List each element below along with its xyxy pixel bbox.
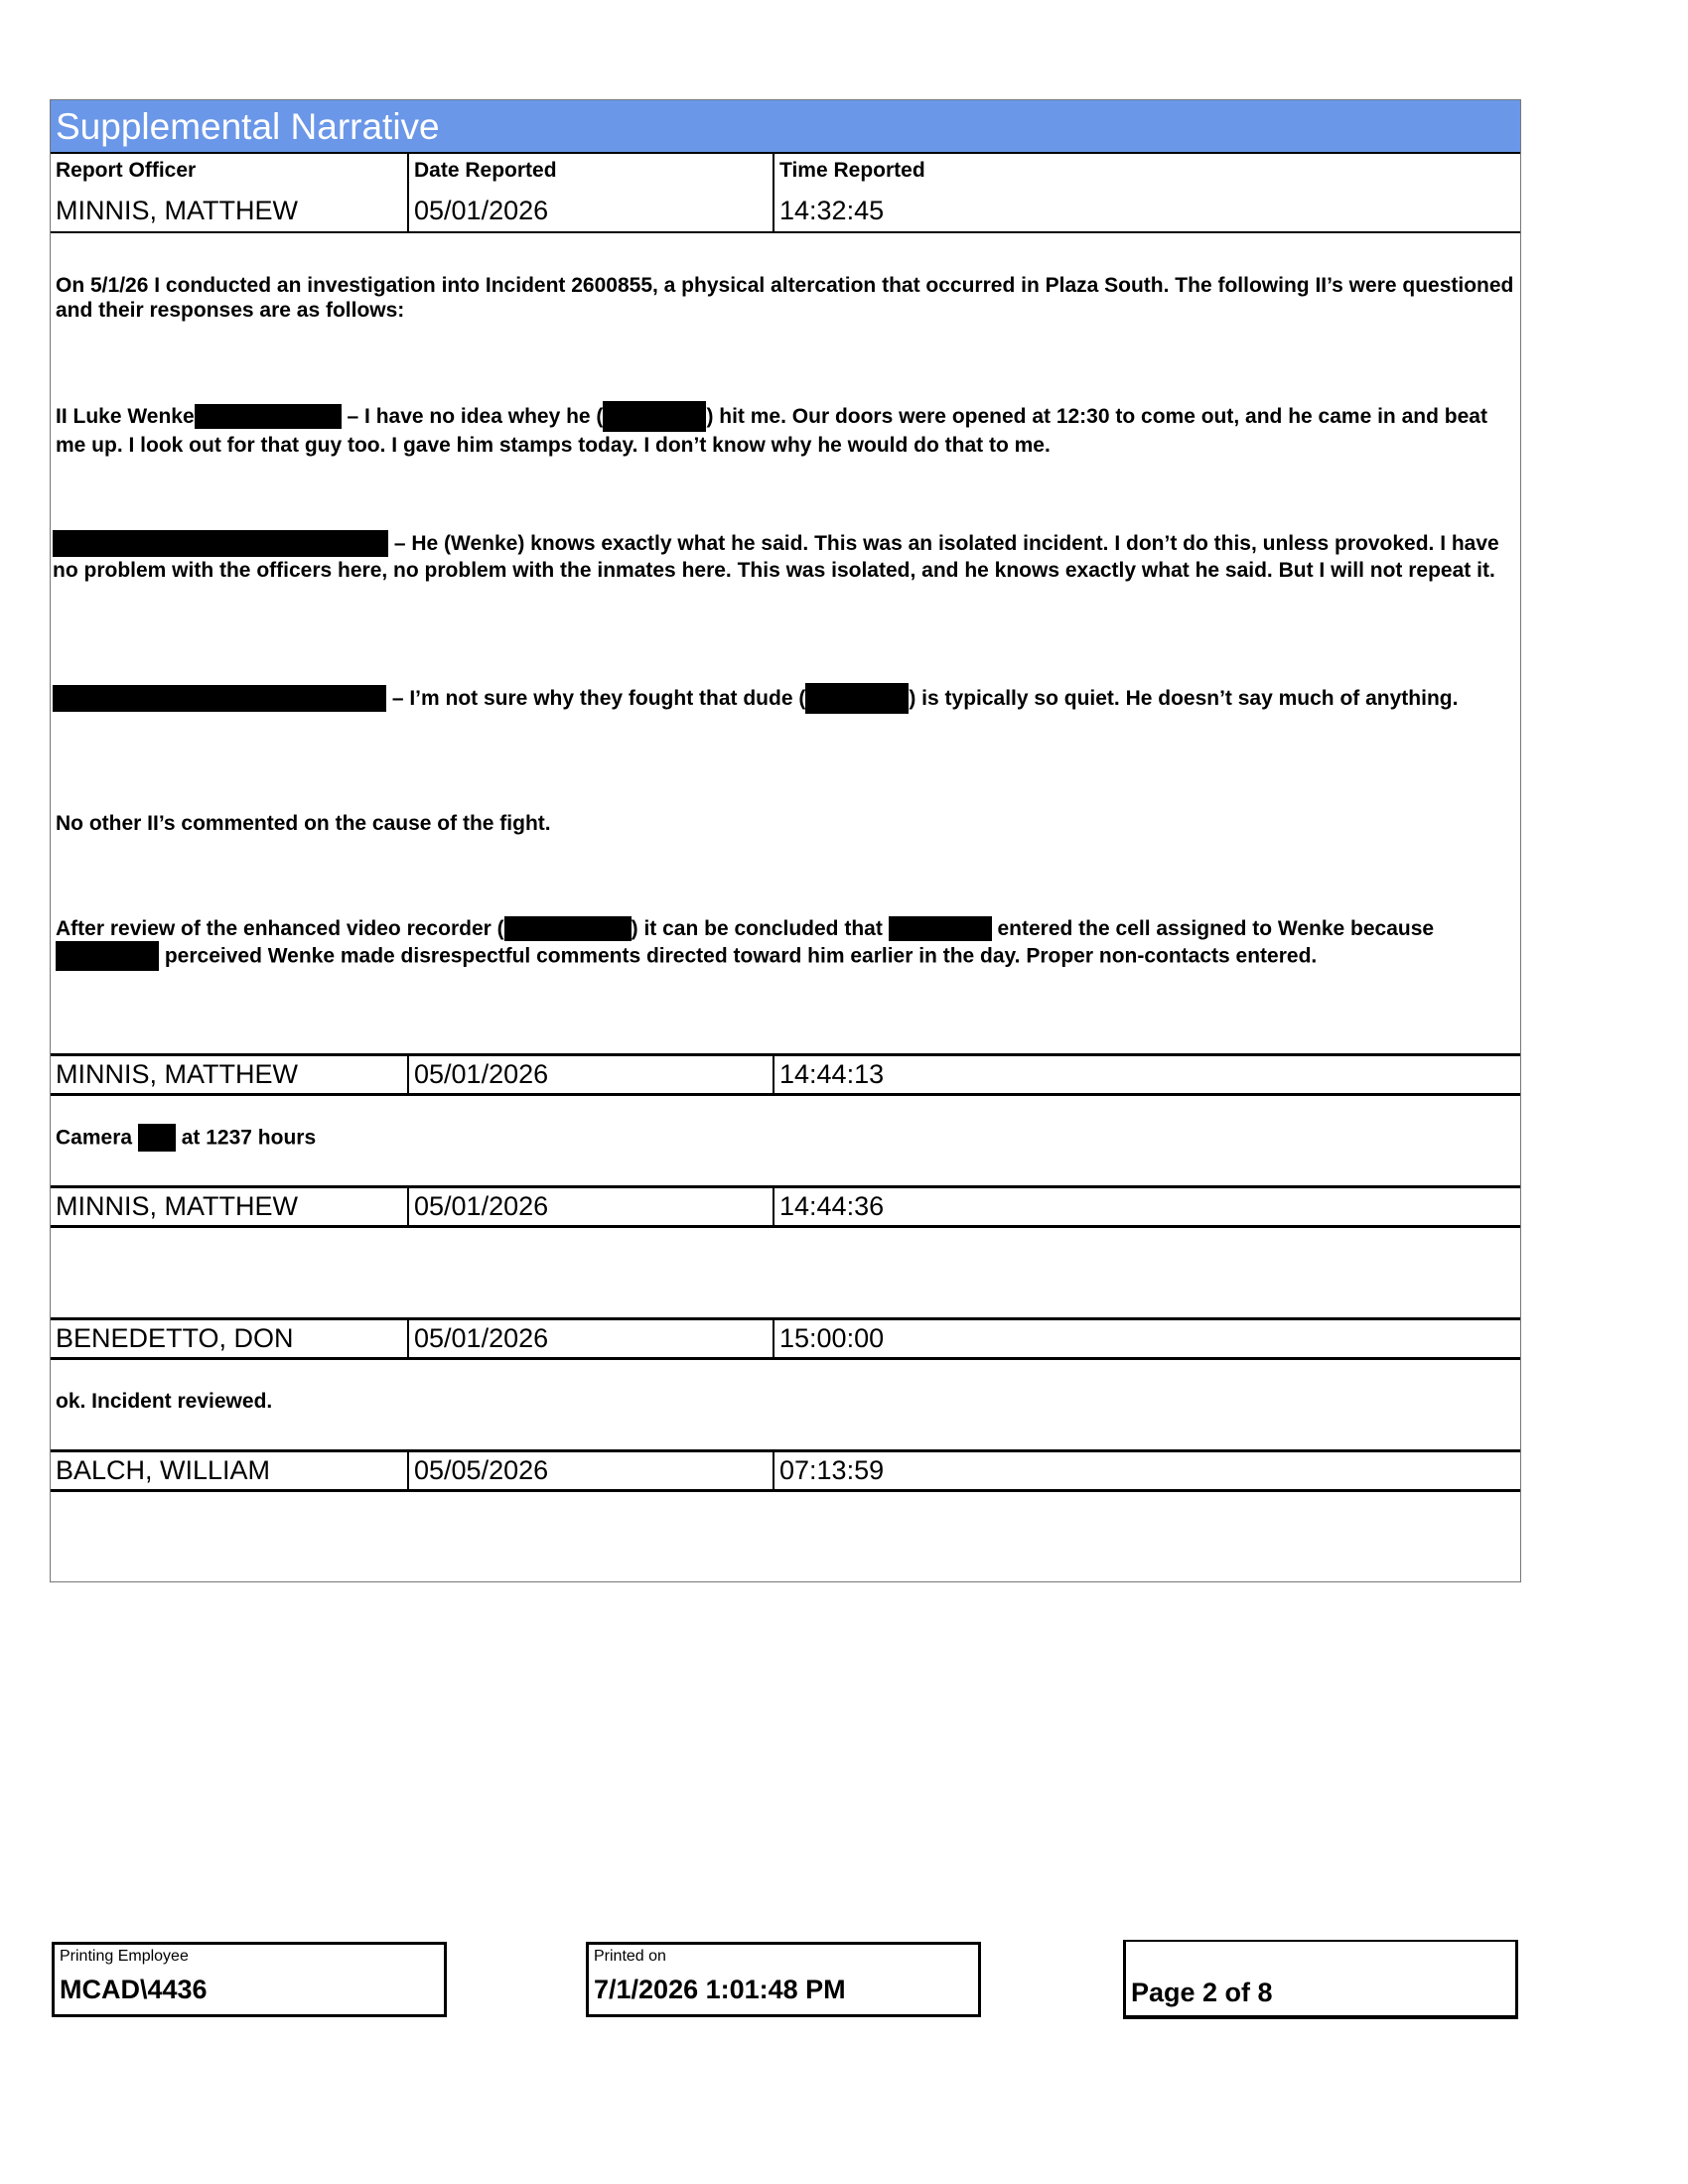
conclusion-text-a: After review of the enhanced video recorder ( bbox=[56, 917, 504, 940]
header-row bbox=[51, 154, 1520, 233]
printing-employee-value: MCAD\4436 bbox=[60, 1975, 208, 2004]
conclusion-text-b: ) it can be concluded that bbox=[631, 917, 889, 940]
time-reported-label: Time Reported bbox=[779, 159, 925, 182]
statement-1-text-b: ) hit me. Our doors were opened at 12:30 to come out, and he came in and beat me up. I look out for that guy too. I gave him stamps today. I don’t know why he would do that to me. bbox=[56, 405, 1487, 457]
narrative-intro: On 5/1/26 I conducted an investigation into Incident 2600855, a physical altercation that occurred in Plaza South. The following II’s were questioned and their responses are as follows: bbox=[56, 274, 1514, 322]
entry-body bbox=[51, 1228, 1520, 1317]
page-number: Page 2 of 8 bbox=[1131, 1978, 1273, 2007]
conclusion-text-c: entered the cell assigned to Wenke because bbox=[991, 917, 1435, 940]
statement-1-text-a: – I have no idea whey he ( bbox=[341, 405, 604, 429]
time-reported-value: 14:32:45 bbox=[779, 196, 885, 225]
entry-time: 15:00:00 bbox=[779, 1323, 885, 1353]
entry-officer: BENEDETTO, DON bbox=[51, 1320, 409, 1357]
narrative-body bbox=[51, 233, 1520, 1053]
entry-header-row bbox=[51, 1053, 1520, 1096]
printing-employee-box bbox=[52, 1942, 447, 2017]
form-title: Supplemental Narrative bbox=[51, 100, 1520, 154]
entry-date: 05/01/2026 bbox=[409, 1188, 774, 1225]
redaction-block bbox=[138, 1124, 176, 1152]
entry-header-row bbox=[51, 1317, 1520, 1360]
entry-header-row bbox=[51, 1185, 1520, 1228]
report-officer-label: Report Officer bbox=[56, 159, 197, 182]
statement-3-text-a: – I’m not sure why they fought that dude ( bbox=[386, 687, 806, 711]
time-reported-cell bbox=[774, 154, 1520, 231]
redaction-block bbox=[195, 404, 342, 429]
redaction-block bbox=[805, 683, 909, 714]
entry-officer: MINNIS, MATTHEW bbox=[51, 1056, 409, 1093]
redaction-block bbox=[603, 401, 706, 432]
printed-on-label: Printed on bbox=[594, 1948, 666, 1965]
supplemental-narrative-form bbox=[50, 99, 1521, 1582]
report-officer-value: MINNIS, MATTHEW bbox=[56, 196, 298, 225]
page-number-box bbox=[1123, 1940, 1518, 2019]
entry-time: 14:44:36 bbox=[779, 1191, 885, 1221]
entry-body bbox=[51, 1360, 1520, 1449]
report-officer-cell bbox=[51, 154, 409, 231]
entry-officer: BALCH, WILLIAM bbox=[51, 1452, 409, 1489]
entry-time: 14:44:13 bbox=[779, 1059, 885, 1089]
entry-date: 05/01/2026 bbox=[409, 1056, 774, 1093]
entry-header-row bbox=[51, 1449, 1520, 1492]
narrative-no-comment: No other II’s commented on the cause of the fight. bbox=[56, 812, 551, 835]
statement-2-text: – He (Wenke) knows exactly what he said. This was an isolated incident. I don’t do this, unless provoked. I have no problem with the officers here, no problem with the inmates here. This was isolated, and he knows exactly what he said. But I will not repeat it. bbox=[53, 532, 1499, 582]
narrative-conclusion bbox=[56, 916, 1515, 972]
entry-text bbox=[56, 1125, 1515, 1153]
entry-body bbox=[51, 1492, 1520, 1581]
entry-time: 07:13:59 bbox=[779, 1455, 885, 1485]
narrative-statement-2 bbox=[53, 531, 1512, 583]
narrative-statement-1 bbox=[56, 402, 1515, 458]
date-reported-cell bbox=[409, 154, 774, 231]
entry-date: 05/01/2026 bbox=[409, 1320, 774, 1357]
printed-on-value: 7/1/2026 1:01:48 PM bbox=[594, 1975, 846, 2004]
redaction-block bbox=[504, 916, 632, 941]
entry-date: 05/05/2026 bbox=[409, 1452, 774, 1489]
printing-employee-label: Printing Employee bbox=[60, 1948, 189, 1965]
printed-on-box bbox=[586, 1942, 981, 2017]
redaction-block bbox=[56, 941, 159, 971]
statement-3-text-b: ) is typically so quiet. He doesn’t say much of anything. bbox=[909, 687, 1459, 711]
camera-text-a: Camera bbox=[56, 1126, 138, 1150]
date-reported-value: 05/01/2026 bbox=[414, 196, 549, 225]
date-reported-label: Date Reported bbox=[414, 159, 557, 182]
redaction-block bbox=[53, 530, 388, 557]
redaction-block bbox=[889, 916, 992, 941]
conclusion-text-d: perceived Wenke made disrespectful comments directed toward him earlier in the day. Proper non-contacts entered. bbox=[159, 944, 1318, 968]
entry-body bbox=[51, 1096, 1520, 1185]
entry-officer: MINNIS, MATTHEW bbox=[51, 1188, 409, 1225]
entry-text: ok. Incident reviewed. bbox=[56, 1390, 273, 1413]
statement-1-speaker: II Luke Wenke bbox=[56, 405, 195, 429]
redaction-block bbox=[53, 685, 386, 712]
narrative-statement-3 bbox=[53, 684, 1512, 715]
camera-text-b: at 1237 hours bbox=[175, 1126, 317, 1150]
